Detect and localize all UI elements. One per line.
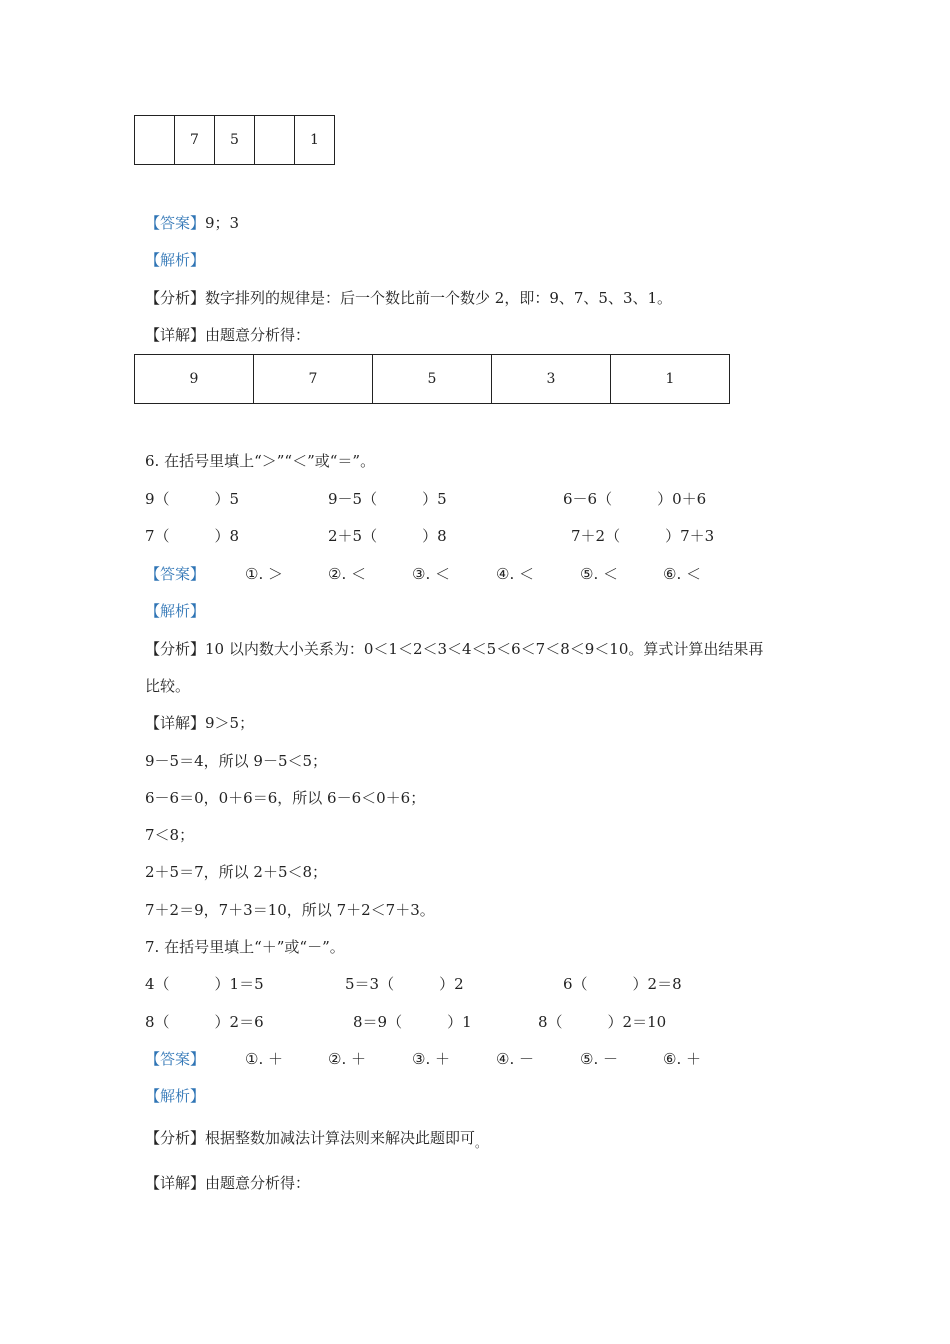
- fenxi-tag: 【分析】: [145, 289, 206, 307]
- fenxi-end-mark: 。: [475, 1136, 488, 1150]
- table-cell: 9: [135, 355, 254, 404]
- q7-answer-2: ②. ＋: [328, 1050, 366, 1068]
- table-cell: 7: [254, 355, 373, 404]
- q6-detail-1: 9－5＝4，所以 9－5＜5；: [145, 752, 328, 770]
- table-cell: [135, 116, 175, 165]
- table-cell: 1: [295, 116, 335, 165]
- q5-jiexi: 【解析】: [145, 251, 206, 269]
- q7-item-6: 8（ ）2＝10: [538, 1013, 667, 1031]
- fenxi-text: 根据整数加减法计算法则来解决此题即可: [205, 1129, 476, 1147]
- fenxi-tag: 【分析】: [145, 640, 206, 658]
- q7-answer-3: ③. ＋: [412, 1050, 450, 1068]
- table-cell: [255, 116, 295, 165]
- q6-jiexi: 【解析】: [145, 602, 206, 620]
- q6-fenxi-line2: 比较。: [145, 677, 191, 695]
- q7-item-4: 8（ ）2＝6: [145, 1013, 264, 1031]
- q6-answer-3: ③. ＜: [412, 565, 450, 583]
- q6-item-3: 6－6（ ）0＋6: [563, 490, 707, 508]
- q6-item-4: 7（ ）8: [145, 527, 240, 545]
- q6-item-2: 9－5（ ）5: [328, 490, 447, 508]
- q7-answer-6: ⑥. ＋: [663, 1050, 701, 1068]
- q7-jiexi: 【解析】: [145, 1087, 206, 1105]
- xiangjie-text: 由题意分析得：: [205, 1174, 311, 1192]
- table-cell: 5: [373, 355, 492, 404]
- answer-value: 9；3: [205, 214, 240, 232]
- table-cell: 7: [175, 116, 215, 165]
- sequence-table-answer: [134, 354, 730, 404]
- q6-answer-4: ④. ＜: [496, 565, 534, 583]
- q7-xiangjie: [145, 1173, 310, 1193]
- q6-answer-5: ⑤. ＜: [580, 565, 618, 583]
- q6-answer-tag: 【答案】: [145, 565, 206, 583]
- xiangjie-tag: 【详解】: [145, 326, 206, 344]
- q6-item-5: 2＋5（ ）8: [328, 527, 447, 545]
- q6-item-6: 7＋2（ ）7＋3: [571, 527, 715, 545]
- sequence-table-question: [134, 115, 335, 165]
- xiangjie-first: 9＞5；: [205, 714, 255, 732]
- q7-item-1: 4（ ）1＝5: [145, 975, 264, 993]
- q7-answer-4: ④. －: [496, 1050, 534, 1068]
- fenxi-text-line1: 10 以内数大小关系为：0＜1＜2＜3＜4＜5＜6＜7＜8＜9＜10。算式计算出结果再: [205, 640, 764, 658]
- q7-answer-5: ⑤. －: [580, 1050, 618, 1068]
- xiangjie-text: 由题意分析得：: [205, 326, 311, 344]
- table-cell: 1: [611, 355, 730, 404]
- q7-answer-tag: 【答案】: [145, 1050, 206, 1068]
- q6-detail-5: 7＋2＝9，7＋3＝10，所以 7＋2＜7＋3。: [145, 901, 435, 919]
- q6-answer-6: ⑥. ＜: [663, 565, 701, 583]
- q7-item-3: 6（ ）2＝8: [563, 975, 682, 993]
- q6-item-1: 9（ ）5: [145, 490, 240, 508]
- q6-title: 6. 在括号里填上“＞”“＜”或“＝”。: [145, 452, 376, 470]
- fenxi-tag: 【分析】: [145, 1129, 206, 1147]
- q6-answer-2: ②. ＜: [328, 565, 366, 583]
- q5-fenxi: [145, 288, 672, 308]
- q6-detail-3: 7＜8；: [145, 826, 195, 844]
- q7-item-5: 8＝9（ ）1: [353, 1013, 472, 1031]
- q6-xiangjie: [145, 713, 254, 733]
- q6-fenxi: [145, 639, 763, 659]
- q5-xiangjie: [145, 325, 310, 345]
- answer-tag: 【答案】: [145, 214, 206, 232]
- table-cell: 5: [215, 116, 255, 165]
- q6-detail-4: 2＋5＝7，所以 2＋5＜8；: [145, 863, 328, 881]
- xiangjie-tag: 【详解】: [145, 714, 206, 732]
- fenxi-text: 数字排列的规律是：后一个数比前一个数少 2，即：9、7、5、3、1。: [205, 289, 673, 307]
- q7-answer-1: ①. ＋: [245, 1050, 283, 1068]
- xiangjie-tag: 【详解】: [145, 1174, 206, 1192]
- q7-item-2: 5＝3（ ）2: [345, 975, 464, 993]
- table-cell: 3: [492, 355, 611, 404]
- q6-answer-1: ①. ＞: [245, 565, 283, 583]
- q7-title: 7. 在括号里填上“＋”或“－”。: [145, 938, 345, 956]
- q6-detail-2: 6－6＝0，0＋6＝6，所以 6－6＜0＋6；: [145, 789, 426, 807]
- q5-answer: [145, 213, 239, 233]
- q7-fenxi: [145, 1128, 487, 1149]
